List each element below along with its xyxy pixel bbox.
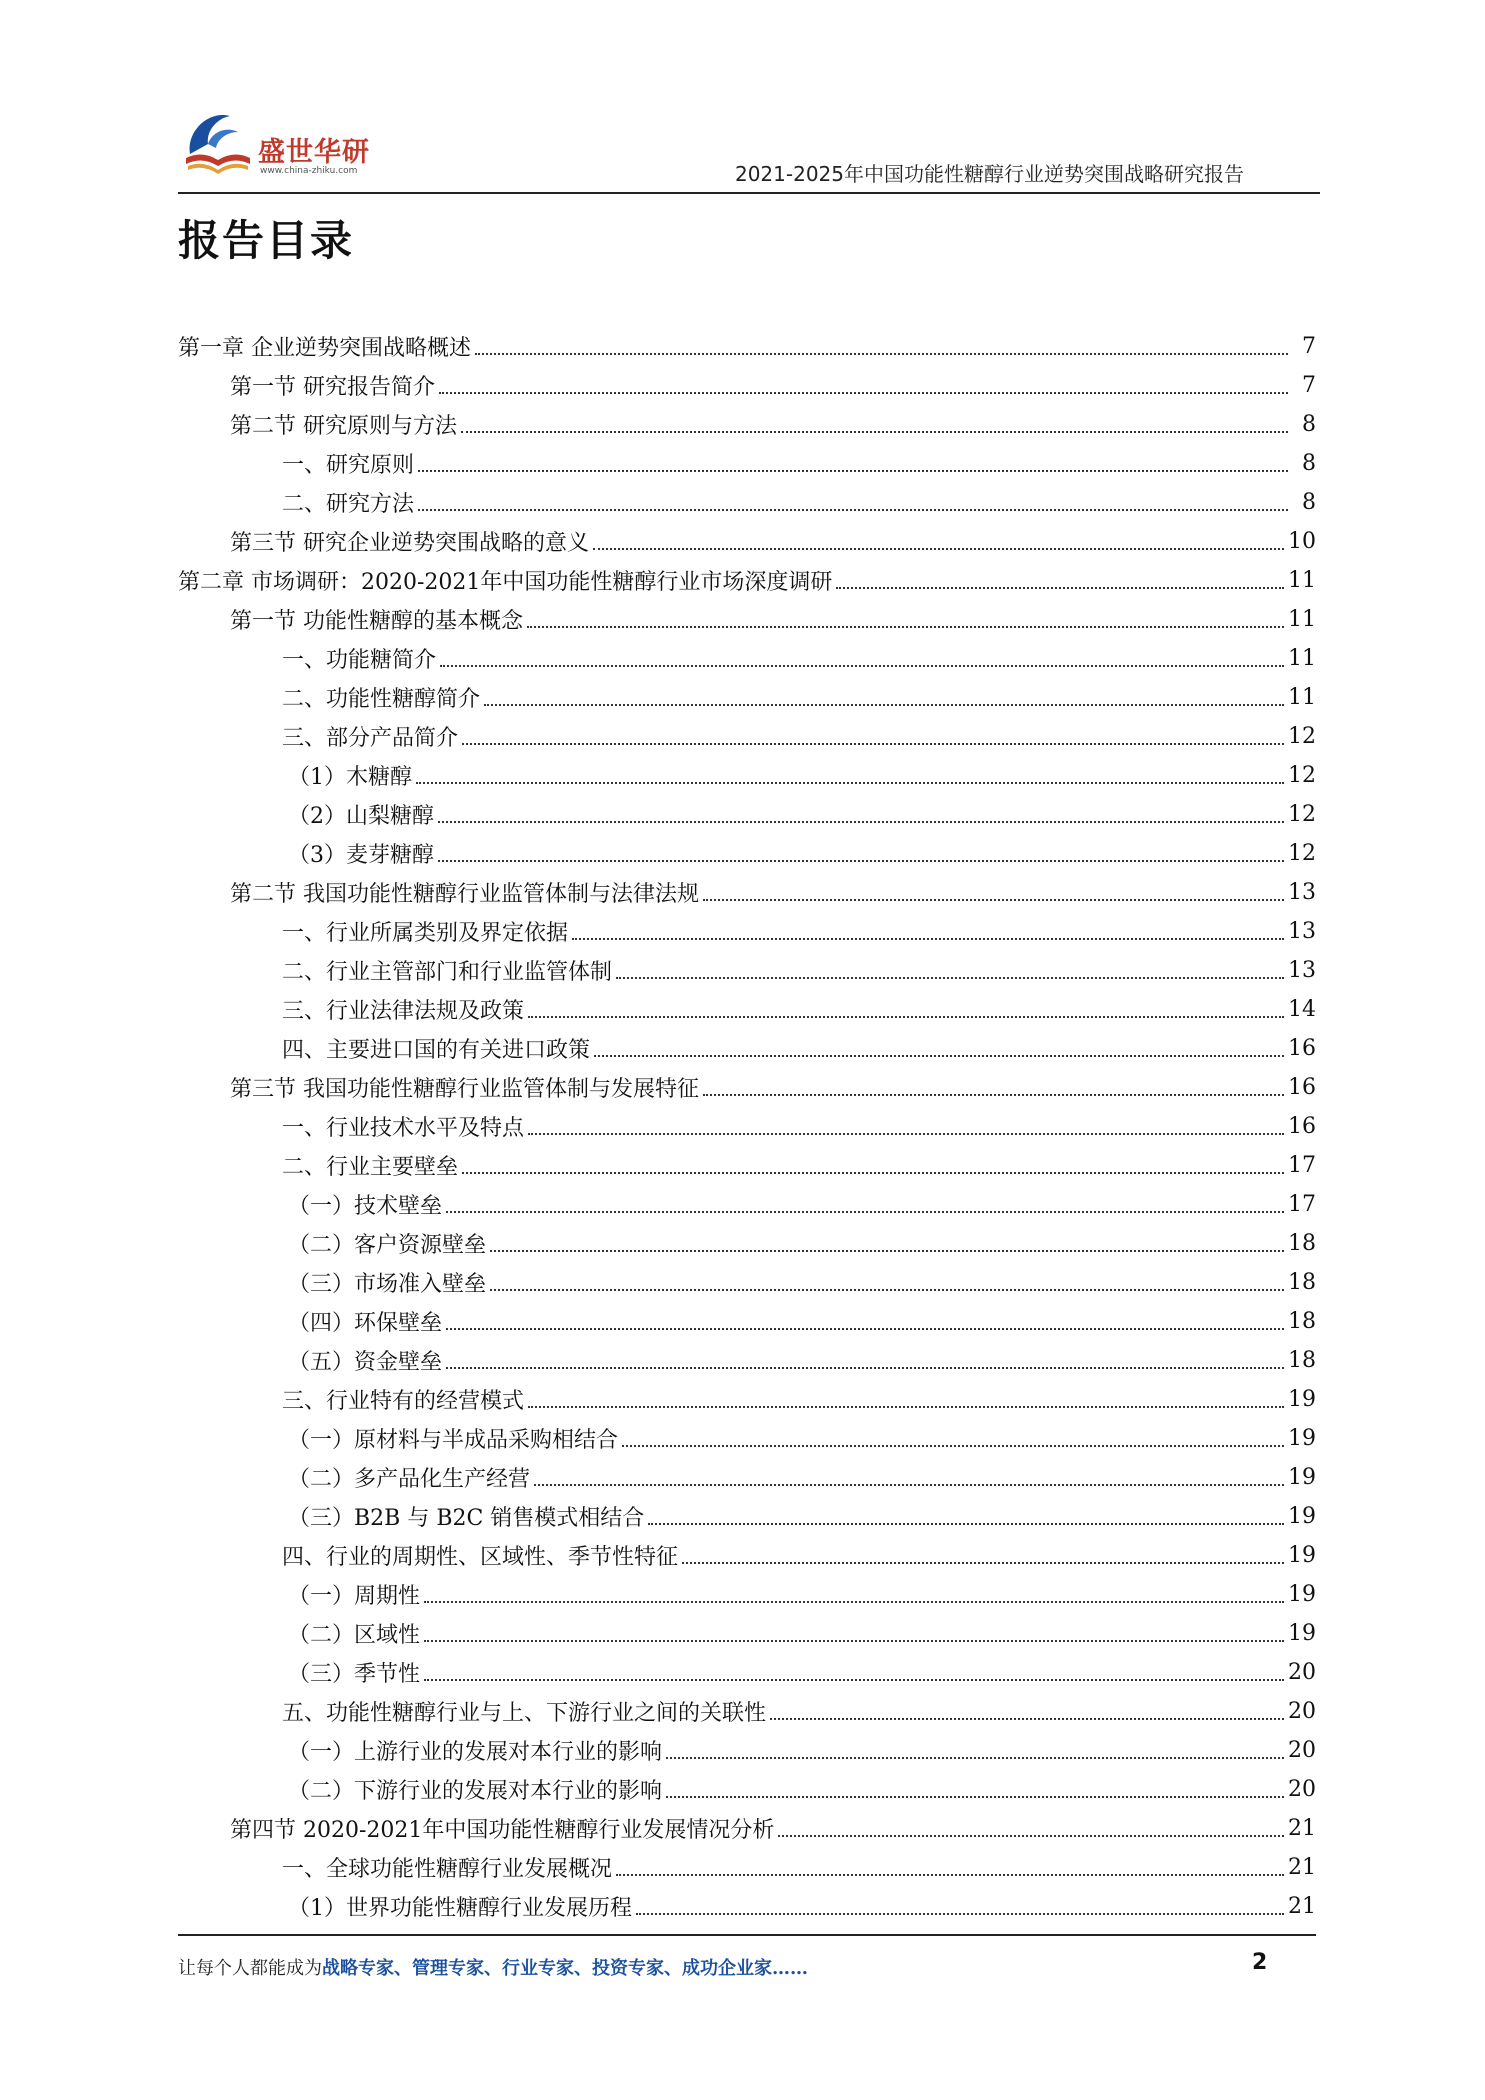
toc-entry[interactable] (178, 795, 1316, 834)
toc-leader-dots (424, 1601, 1284, 1603)
toc-leader-dots (446, 1211, 1284, 1213)
toc-leader-dots (836, 587, 1284, 589)
toc-entry[interactable] (178, 678, 1316, 717)
toc-entry-title: 一、行业所属类别及界定依据 (282, 921, 569, 946)
toc-leader-dots (616, 977, 1284, 979)
toc-entry-title: 第三节 我国功能性糖醇行业监管体制与发展特征 (230, 1077, 699, 1102)
toc-entry[interactable] (178, 600, 1316, 639)
toc-entry-title: 一、行业技术水平及特点 (282, 1116, 525, 1141)
toc-entry-title: 第四节 2020-2021年中国功能性糖醇行业发展情况分析 (230, 1818, 775, 1843)
toc-leader-dots (666, 1796, 1284, 1798)
toc-entry[interactable] (178, 1185, 1316, 1224)
page-header (178, 100, 1320, 196)
toc-entry-title: 五、功能性糖醇行业与上、下游行业之间的关联性 (282, 1701, 767, 1726)
toc-entry[interactable] (178, 1575, 1316, 1614)
toc-entry-title: （1）世界功能性糖醇行业发展历程 (288, 1896, 632, 1921)
toc-entry-page: 12 (1288, 763, 1316, 788)
toc-entry-title: 四、主要进口国的有关进口政策 (282, 1038, 591, 1063)
toc-entry-page: 16 (1288, 1036, 1316, 1061)
toc-entry-title: 第一章 企业逆势突围战略概述 (178, 336, 471, 361)
toc-leader-dots (438, 821, 1284, 823)
toc-entry-page: 19 (1288, 1543, 1316, 1568)
toc-leader-dots (528, 1133, 1284, 1135)
toc-entry-title: 二、行业主要壁垒 (282, 1155, 459, 1180)
toc-entry[interactable] (178, 1380, 1316, 1419)
toc-entry[interactable] (178, 1068, 1316, 1107)
toc-leader-dots (593, 548, 1284, 550)
toc-entry[interactable] (178, 912, 1316, 951)
toc-leader-dots (527, 626, 1284, 628)
toc-entry[interactable] (178, 1692, 1316, 1731)
toc-entry[interactable] (178, 1224, 1316, 1263)
toc-entry[interactable] (178, 1809, 1316, 1848)
toc-entry[interactable] (178, 1419, 1316, 1458)
toc-leader-dots (778, 1835, 1284, 1837)
toc-entry-page: 17 (1288, 1192, 1316, 1217)
toc-entry[interactable] (178, 405, 1316, 444)
toc-entry-page: 12 (1288, 802, 1316, 827)
toc-leader-dots (438, 860, 1284, 862)
logo-url: www.china-zhiku.com (260, 166, 358, 176)
toc-entry-page: 11 (1288, 646, 1316, 671)
toc-entry-title: 一、研究原则 (282, 453, 415, 478)
company-logo (178, 100, 408, 190)
toc-leader-dots (622, 1445, 1284, 1447)
toc-entry-page: 18 (1288, 1348, 1316, 1373)
toc-entry-title: （一）技术壁垒 (288, 1194, 443, 1219)
toc-entry[interactable] (178, 327, 1316, 366)
toc-leader-dots (528, 1406, 1284, 1408)
toc-leader-dots (462, 1172, 1284, 1174)
toc-leader-dots (572, 938, 1284, 940)
toc-entry-title: 第二节 我国功能性糖醇行业监管体制与法律法规 (230, 882, 699, 907)
toc-entry-title: （2）山梨糖醇 (288, 804, 434, 829)
toc-entry-page: 8 (1302, 490, 1316, 515)
toc-leader-dots (534, 1484, 1284, 1486)
toc-entry-title: 第三节 研究企业逆势突围战略的意义 (230, 531, 589, 556)
toc-entry-page: 11 (1288, 607, 1316, 632)
toc-entry[interactable] (178, 1653, 1316, 1692)
toc-entry-page: 11 (1288, 685, 1316, 710)
toc-leader-dots (424, 1640, 1284, 1642)
toc-entry[interactable] (178, 990, 1316, 1029)
toc-entry-page: 13 (1288, 958, 1316, 983)
toc-entry-page: 19 (1288, 1426, 1316, 1451)
toc-leader-dots (703, 1094, 1284, 1096)
toc-entry[interactable] (178, 1302, 1316, 1341)
page-number: 2 (1252, 1950, 1268, 1975)
toc-leader-dots (703, 899, 1284, 901)
toc-leader-dots (666, 1757, 1284, 1759)
toc-entry-title: （五）资金壁垒 (288, 1350, 443, 1375)
toc-entry-page: 8 (1302, 412, 1316, 437)
toc-entry-title: 二、研究方法 (282, 492, 415, 517)
toc-entry-page: 14 (1288, 997, 1316, 1022)
toc-entry-page: 19 (1288, 1504, 1316, 1529)
header-divider (178, 192, 1320, 194)
toc-entry-page: 20 (1288, 1777, 1316, 1802)
slogan-lead: 让每个人都能成为 (178, 1958, 322, 1979)
toc-entry-title: 三、部分产品简介 (282, 726, 459, 751)
page-title: 报告目录 (178, 216, 355, 265)
toc-entry-page: 13 (1288, 919, 1316, 944)
toc-entry-title: （三）B2B 与 B2C 销售模式相结合 (288, 1506, 645, 1531)
toc-entry[interactable] (178, 1029, 1316, 1068)
toc-entry-title: （二）区域性 (288, 1623, 421, 1648)
toc-entry-title: 四、行业的周期性、区域性、季节性特征 (282, 1545, 679, 1570)
toc-entry-title: 第一节 功能性糖醇的基本概念 (230, 609, 523, 634)
toc-entry-title: （二）多产品化生产经营 (288, 1467, 531, 1492)
toc-entry[interactable] (178, 366, 1316, 405)
toc-leader-dots (446, 1367, 1284, 1369)
toc-entry-title: （一）上游行业的发展对本行业的影响 (288, 1740, 663, 1765)
toc-entry[interactable] (178, 1887, 1316, 1926)
toc-entry[interactable] (178, 1146, 1316, 1185)
toc-leader-dots (418, 509, 1288, 511)
toc-leader-dots (424, 1679, 1284, 1681)
toc-entry[interactable] (178, 444, 1316, 483)
toc-entry-page: 7 (1302, 334, 1316, 359)
toc-entry-page: 21 (1288, 1816, 1316, 1841)
toc-entry-title: （四）环保壁垒 (288, 1311, 443, 1336)
toc-entry-title: （三）季节性 (288, 1662, 421, 1687)
table-of-contents (178, 327, 1316, 1926)
toc-entry-page: 21 (1288, 1894, 1316, 1919)
toc-entry-title: （1）木糖醇 (288, 765, 412, 790)
toc-entry-title: 二、行业主管部门和行业监管体制 (282, 960, 613, 985)
toc-entry[interactable] (178, 639, 1316, 678)
toc-entry-page: 12 (1288, 841, 1316, 866)
toc-entry-page: 11 (1288, 568, 1316, 593)
toc-entry-page: 19 (1288, 1465, 1316, 1490)
toc-entry[interactable] (178, 717, 1316, 756)
logo-name: 盛世华研 (258, 137, 370, 168)
toc-entry[interactable] (178, 951, 1316, 990)
toc-leader-dots (490, 1289, 1284, 1291)
logo-emblem-icon (178, 102, 258, 182)
toc-leader-dots (462, 743, 1284, 745)
toc-leader-dots (648, 1523, 1284, 1525)
toc-leader-dots (484, 704, 1284, 706)
toc-leader-dots (616, 1874, 1284, 1876)
toc-entry-title: （3）麦芽糖醇 (288, 843, 434, 868)
toc-leader-dots (475, 353, 1288, 355)
toc-entry-page: 19 (1288, 1387, 1316, 1412)
toc-entry-page: 20 (1288, 1738, 1316, 1763)
toc-entry-page: 20 (1288, 1699, 1316, 1724)
toc-entry-page: 18 (1288, 1231, 1316, 1256)
toc-entry-page: 13 (1288, 880, 1316, 905)
toc-entry[interactable] (178, 1614, 1316, 1653)
toc-entry-title: 第一节 研究报告简介 (230, 375, 435, 400)
toc-leader-dots (528, 1016, 1284, 1018)
toc-leader-dots (439, 392, 1288, 394)
toc-entry-page: 12 (1288, 724, 1316, 749)
toc-leader-dots (440, 665, 1284, 667)
toc-entry[interactable] (178, 1107, 1316, 1146)
toc-entry-title: （二）下游行业的发展对本行业的影响 (288, 1779, 663, 1804)
toc-leader-dots (594, 1055, 1284, 1057)
slogan-highlight: 战略专家、管理专家、行业专家、投资专家、成功企业家…… (322, 1958, 808, 1979)
toc-entry-title: 二、功能性糖醇简介 (282, 687, 481, 712)
toc-entry[interactable] (178, 1497, 1316, 1536)
toc-entry-title: 第二节 研究原则与方法 (230, 414, 457, 439)
toc-leader-dots (636, 1913, 1284, 1915)
toc-entry-page: 19 (1288, 1621, 1316, 1646)
toc-entry-title: （一）周期性 (288, 1584, 421, 1609)
toc-entry[interactable] (178, 873, 1316, 912)
toc-entry-title: 三、行业法律法规及政策 (282, 999, 525, 1024)
toc-leader-dots (418, 470, 1288, 472)
toc-leader-dots (490, 1250, 1284, 1252)
toc-entry-page: 16 (1288, 1075, 1316, 1100)
toc-leader-dots (461, 431, 1288, 433)
toc-entry-title: 三、行业特有的经营模式 (282, 1389, 525, 1414)
toc-entry[interactable] (178, 561, 1316, 600)
toc-leader-dots (770, 1718, 1284, 1720)
toc-entry-title: 一、全球功能性糖醇行业发展概况 (282, 1857, 613, 1882)
toc-entry[interactable] (178, 1263, 1316, 1302)
toc-entry[interactable] (178, 483, 1316, 522)
toc-leader-dots (682, 1562, 1284, 1564)
toc-entry[interactable] (178, 522, 1316, 561)
toc-entry-title: 一、功能糖简介 (282, 648, 437, 673)
toc-leader-dots (416, 782, 1284, 784)
footer-divider (178, 1934, 1316, 1936)
toc-entry[interactable] (178, 1341, 1316, 1380)
toc-leader-dots (446, 1328, 1284, 1330)
toc-entry-page: 18 (1288, 1270, 1316, 1295)
toc-entry-page: 20 (1288, 1660, 1316, 1685)
report-title: 2021-2025年中国功能性糖醇行业逆势突围战略研究报告 (734, 162, 1244, 186)
toc-entry-page: 10 (1288, 529, 1316, 554)
footer-slogan (178, 1954, 808, 1980)
toc-entry[interactable] (178, 1848, 1316, 1887)
toc-entry[interactable] (178, 1770, 1316, 1809)
toc-entry-title: （二）客户资源壁垒 (288, 1233, 487, 1258)
toc-entry[interactable] (178, 1731, 1316, 1770)
toc-entry[interactable] (178, 834, 1316, 873)
toc-entry-page: 21 (1288, 1855, 1316, 1880)
toc-entry-page: 18 (1288, 1309, 1316, 1334)
toc-entry-page: 8 (1302, 451, 1316, 476)
toc-entry-title: 第二章 市场调研：2020-2021年中国功能性糖醇行业市场深度调研 (178, 570, 833, 595)
toc-entry-title: （一）原材料与半成品采购相结合 (288, 1428, 619, 1453)
toc-entry-page: 16 (1288, 1114, 1316, 1139)
toc-entry[interactable] (178, 756, 1316, 795)
toc-entry[interactable] (178, 1536, 1316, 1575)
toc-entry-page: 19 (1288, 1582, 1316, 1607)
toc-entry-title: （三）市场准入壁垒 (288, 1272, 487, 1297)
toc-entry-page: 17 (1288, 1153, 1316, 1178)
toc-entry[interactable] (178, 1458, 1316, 1497)
toc-entry-page: 7 (1302, 373, 1316, 398)
